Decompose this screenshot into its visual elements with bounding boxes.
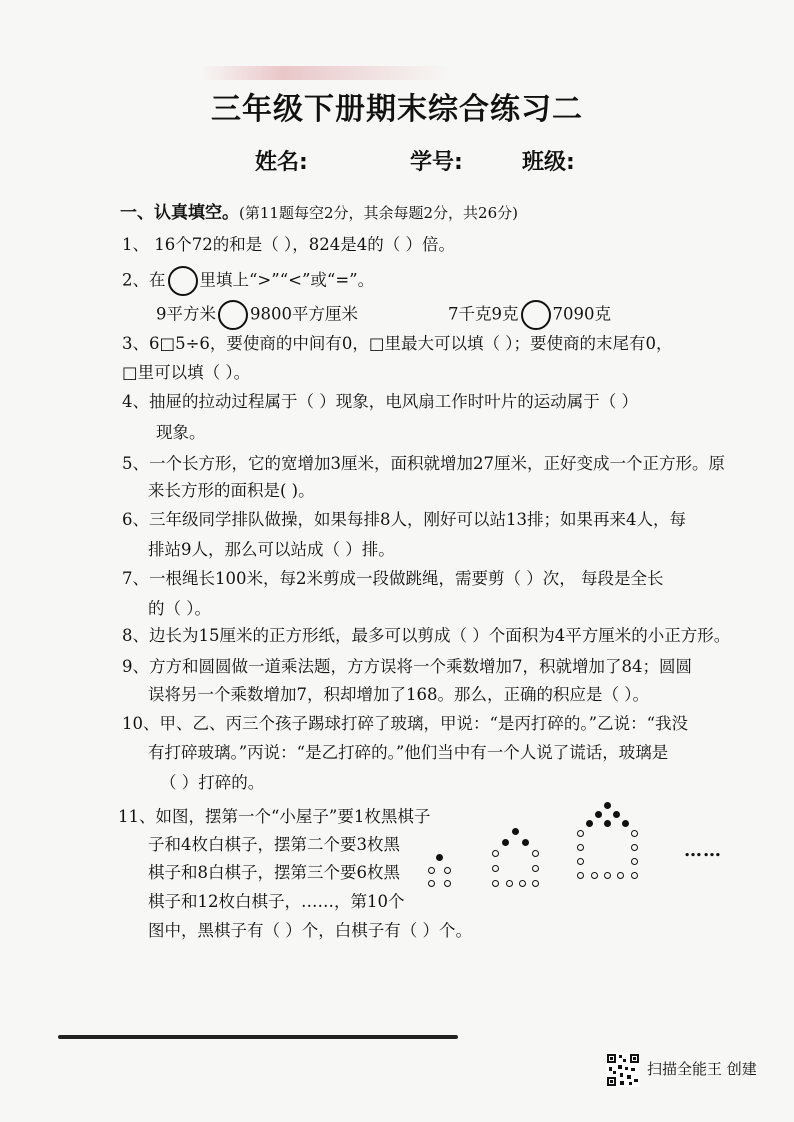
question-11-line-2: 子和4枚白棋子，摆第二个要3枚黑 bbox=[148, 835, 400, 854]
section-1-note: (第11题每空2分，其余每题2分，共26分) bbox=[239, 204, 518, 222]
white-piece bbox=[577, 844, 584, 851]
white-piece bbox=[631, 830, 638, 837]
black-piece bbox=[622, 820, 629, 827]
house-figure-3 bbox=[574, 802, 644, 886]
page-bottom-rule bbox=[58, 1035, 458, 1039]
black-piece bbox=[604, 802, 611, 809]
black-piece bbox=[436, 854, 443, 861]
white-piece bbox=[492, 880, 499, 887]
white-piece bbox=[532, 865, 539, 872]
white-piece bbox=[444, 867, 451, 874]
white-piece bbox=[631, 844, 638, 851]
black-piece bbox=[512, 828, 519, 835]
white-piece bbox=[532, 850, 539, 857]
white-piece bbox=[577, 872, 584, 879]
question-10-line-3: （ ）打碎的。 bbox=[160, 773, 265, 792]
question-9-line-2: 误将另一个乘数增加7，积却增加了168。那么，正确的积应是（ ）。 bbox=[148, 685, 649, 704]
question-10-line-2: 有打碎玻璃。”丙说：“是乙打碎的。”他们当中有一个人说了谎话，玻璃是 bbox=[148, 743, 669, 762]
name-label: 姓名: bbox=[255, 150, 308, 175]
question-7-line-2: 的（ ）。 bbox=[148, 599, 211, 618]
compare-circle-icon bbox=[521, 300, 551, 330]
question-11-line-3: 棋子和8白棋子，摆第三个要6枚黑 bbox=[148, 863, 400, 882]
blank-circle-icon bbox=[168, 266, 198, 296]
question-11-line-1: 11、如图，摆第一个“小屋子”要1枚黑棋子 bbox=[118, 807, 431, 826]
house-figure-1 bbox=[426, 854, 456, 890]
white-piece bbox=[506, 880, 513, 887]
white-piece bbox=[532, 880, 539, 887]
compare-a-left: 9平方米 bbox=[156, 304, 216, 324]
student-id-label: 学号: bbox=[410, 150, 463, 175]
black-piece bbox=[604, 820, 611, 827]
question-11-line-4: 棋子和12枚白棋子，……，第10个 bbox=[148, 892, 405, 911]
question-2 bbox=[122, 266, 374, 296]
black-piece bbox=[595, 811, 602, 818]
white-piece bbox=[492, 865, 499, 872]
question-3-line-2: □里可以填（ ）。 bbox=[122, 363, 251, 382]
black-piece bbox=[502, 839, 509, 846]
white-piece bbox=[492, 850, 499, 857]
ink-smudge bbox=[200, 66, 450, 80]
compare-b-left: 7千克9克 bbox=[448, 304, 519, 324]
black-piece bbox=[586, 820, 593, 827]
page-title: 三年级下册期末综合练习二 bbox=[211, 92, 583, 127]
house-figure-2 bbox=[490, 828, 545, 890]
question-10-line-1: 10、甲、乙、丙三个孩子踢球打碎了玻璃，甲说：“是丙打碎的。”乙说：“我没 bbox=[122, 714, 689, 733]
question-3-line-1: 3、6□5÷6，要使商的中间有0，□里最大可以填（ ）；要使商的末尾有0， bbox=[122, 334, 673, 353]
white-piece bbox=[617, 872, 624, 879]
class-label: 班级: bbox=[522, 150, 575, 175]
question-4-line-2: 现象。 bbox=[156, 423, 206, 442]
question-2-compare-b bbox=[448, 300, 611, 330]
question-2-compare-a bbox=[156, 300, 358, 330]
white-piece bbox=[428, 880, 435, 887]
black-piece bbox=[522, 839, 529, 846]
question-2-lead: 2、在 bbox=[122, 270, 166, 290]
question-2-instruction: 里填上“>”“<”或“=”。 bbox=[199, 270, 375, 290]
compare-b-right: 7090克 bbox=[552, 304, 611, 324]
question-8: 8、边长为15厘米的正方形纸，最多可以剪成（ ）个面积为4平方厘米的小正方形。 bbox=[122, 626, 731, 645]
white-piece bbox=[577, 830, 584, 837]
question-4-line-1: 4、抽屉的拉动过程属于（ ）现象，电风扇工作时叶片的运动属于（ ） bbox=[122, 392, 638, 411]
question-5-line-1: 5、一个长方形，它的宽增加3厘米，面积就增加27厘米，正好变成一个正方形。原 bbox=[122, 454, 725, 473]
question-11-line-5: 图中，黑棋子有（ ）个，白棋子有（ ）个。 bbox=[148, 921, 472, 940]
white-piece bbox=[519, 880, 526, 887]
white-piece bbox=[428, 867, 435, 874]
compare-circle-icon bbox=[218, 300, 248, 330]
section-1-header bbox=[120, 202, 518, 224]
white-piece bbox=[604, 872, 611, 879]
white-piece bbox=[591, 872, 598, 879]
black-piece bbox=[613, 811, 620, 818]
question-7-line-1: 7、一根绳长100米，每2米剪成一段做跳绳，需要剪（ ）次， 每段是全长 bbox=[122, 569, 664, 588]
section-1-heading: 一、认真填空。 bbox=[120, 203, 239, 223]
scanner-watermark: 扫描全能王 创建 bbox=[647, 1060, 757, 1078]
white-piece bbox=[444, 880, 451, 887]
white-piece bbox=[631, 858, 638, 865]
question-6-line-2: 排站9人，那么可以站成（ ）排。 bbox=[148, 540, 395, 559]
question-9-line-1: 9、方方和圆圆做一道乘法题，方方误将一个乘数增加7，积就增加了84；圆圆 bbox=[122, 657, 692, 676]
pattern-continuation: …… bbox=[684, 840, 722, 861]
compare-a-right: 9800平方厘米 bbox=[250, 304, 358, 324]
qr-code-icon bbox=[606, 1053, 640, 1087]
question-5-line-2: 来长方形的面积是( )。 bbox=[148, 481, 315, 500]
white-piece bbox=[577, 858, 584, 865]
question-1: 1、 16个72的和是（ ），824是4的（ ）倍。 bbox=[122, 235, 455, 254]
question-6-line-1: 6、三年级同学排队做操，如果每排8人，刚好可以站13排；如果再来4人，每 bbox=[122, 510, 686, 529]
white-piece bbox=[631, 872, 638, 879]
